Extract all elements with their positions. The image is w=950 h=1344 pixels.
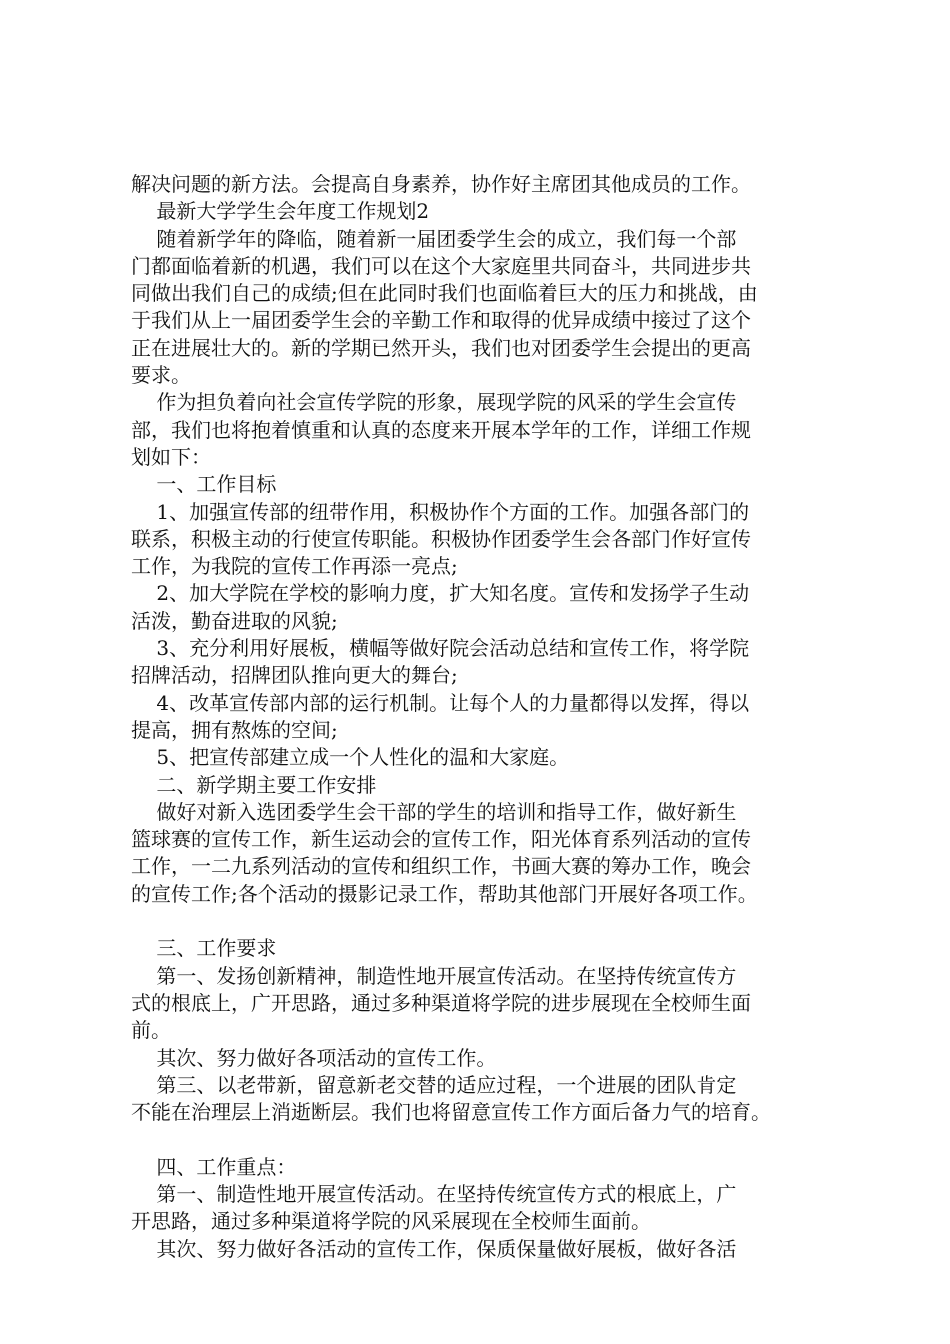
blank-line bbox=[131, 908, 851, 935]
text-line: 正在进展壮大的。新的学期已然开头，我们也对团委学生会提出的更高 bbox=[131, 335, 751, 360]
text-line: 前。 bbox=[131, 1018, 171, 1043]
text-line: 不能在治理层上消逝断层。我们也将留意宣传工作方面后备力气的培育。 bbox=[131, 1100, 771, 1125]
text-line: 一、工作目标 bbox=[131, 472, 277, 497]
text-line: 其次、努力做好各项活动的宣传工作。 bbox=[131, 1045, 497, 1070]
text-line: 第三、以老带新，留意新老交替的适应过程，一个进展的团队肯定 bbox=[131, 1072, 737, 1097]
text-line: 要求。 bbox=[131, 363, 191, 388]
text-line: 部，我们也将抱着慎重和认真的态度来开展本学年的工作，详细工作规 bbox=[131, 417, 751, 442]
text-line: 其次、努力做好各活动的宣传工作，保质保量做好展板，做好各活 bbox=[131, 1236, 737, 1261]
text-line: 1、加强宣传部的纽带作用，积极协作个方面的工作。加强各部门的 bbox=[131, 499, 750, 524]
text-line: 的宣传工作;各个活动的摄影记录工作，帮助其他部门开展好各项工作。 bbox=[131, 881, 758, 906]
text-line: 5、把宣传部建立成一个人性化的温和大家庭。 bbox=[131, 745, 570, 770]
text-line: 篮球赛的宣传工作，新生运动会的宣传工作，阳光体育系列活动的宣传 bbox=[131, 827, 751, 852]
blank-line bbox=[131, 1126, 851, 1153]
text-line: 招牌活动，招牌团队推向更大的舞台; bbox=[131, 663, 458, 688]
text-line: 联系，积极主动的行使宣传职能。积极协作团委学生会各部门作好宣传 bbox=[131, 526, 751, 551]
text-line: 工作，为我院的宣传工作再添一亮点; bbox=[131, 554, 458, 579]
text-line: 作为担负着向社会宣传学院的形象，展现学院的风采的学生会宣传 bbox=[131, 390, 737, 415]
text-line: 第一、制造性地开展宣传活动。在坚持传统宣传方式的根底上，广 bbox=[131, 1181, 737, 1206]
text-line: 最新大学学生会年度工作规划2 bbox=[131, 199, 430, 224]
text-line: 开思路，通过多种渠道将学院的风采展现在全校师生面前。 bbox=[131, 1209, 651, 1234]
text-line: 工作，一二九系列活动的宣传和组织工作，书画大赛的筹办工作，晚会 bbox=[131, 854, 751, 879]
text-line: 3、充分利用好展板，横幅等做好院会活动总结和宣传工作，将学院 bbox=[131, 636, 750, 661]
text-line: 同做出我们自己的成绩;但在此同时我们也面临着巨大的压力和挑战，由 bbox=[131, 281, 758, 306]
text-line: 于我们从上一届团委学生会的辛勤工作和取得的优异成绩中接过了这个 bbox=[131, 308, 751, 333]
document-body bbox=[131, 171, 851, 1263]
text-line: 解决问题的新方法。会提高自身素养，协作好主席团其他成员的工作。 bbox=[131, 172, 751, 196]
text-line: 2、加大学院在学校的影响力度，扩大知名度。宣传和发扬学子生动 bbox=[131, 581, 750, 606]
text-line: 二、新学期主要工作安排 bbox=[131, 772, 377, 797]
text-line: 随着新学年的降临，随着新一届团委学生会的成立，我们每一个部 bbox=[131, 226, 737, 251]
text-line: 4、改革宣传部内部的运行机制。让每个人的力量都得以发挥，得以 bbox=[131, 690, 750, 715]
text-line: 提高，拥有熬炼的空间; bbox=[131, 717, 338, 742]
text-line: 四、工作重点： bbox=[131, 1154, 297, 1179]
text-line: 三、工作要求 bbox=[131, 936, 277, 961]
text-line: 第一、发扬创新精神，制造性地开展宣传活动。在坚持传统宣传方 bbox=[131, 963, 737, 988]
text-line: 式的根底上，广开思路，通过多种渠道将学院的进步展现在全校师生面 bbox=[131, 990, 751, 1015]
text-line: 活泼，勤奋进取的风貌; bbox=[131, 608, 338, 633]
text-line: 门都面临着新的机遇，我们可以在这个大家庭里共同奋斗，共同进步共 bbox=[131, 253, 751, 278]
text-line: 划如下： bbox=[131, 444, 211, 469]
text-line: 做好对新入选团委学生会干部的学生的培训和指导工作，做好新生 bbox=[131, 799, 737, 824]
